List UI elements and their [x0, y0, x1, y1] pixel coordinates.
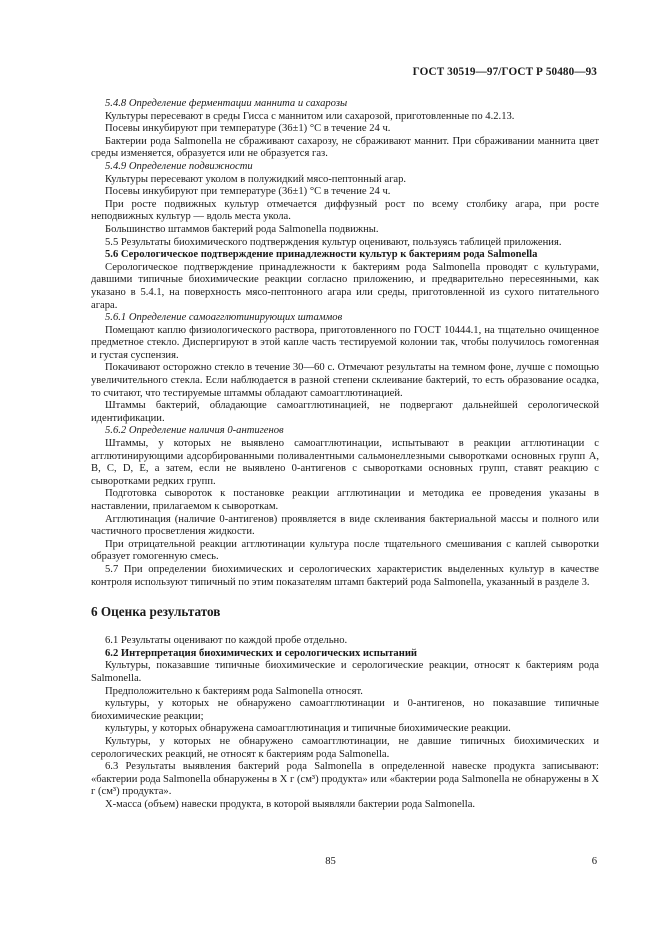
subsection-heading-6-2: 6.2 Интерпретация биохимических и серологических испытаний: [105, 647, 418, 659]
paragraph: 6.3 Результаты выявления бактерий рода Salmonella в определенной навеске продукта записывают: «бактерии рода Salmonella обнаружены в X г (см³) продукта» или «бактерии рода Salmonella не обнаружены в X г (см³) продукта».: [91, 761, 599, 798]
paragraph: культуры, у которых не обнаружено самоагглютинации и 0-антигенов, но показавшие типичные биохимические реакции;: [91, 698, 599, 722]
paragraph: Культуры пересевают уколом в полужидкий мясо-пептонный агар.: [105, 173, 407, 185]
paragraph: Штаммы бактерий, обладающие самоагглютинацией, не подвергают дальнейшей серологической идентификации.: [91, 400, 599, 424]
paragraph: Бактерии рода Salmonella не сбраживают сахарозу, не сбраживают маннит. При сбраживании маннита цвет среды изменяется, образуется или не образуется газ.: [91, 135, 599, 160]
paragraph: Культуры пересевают в среды Гисса с маннитом или сахарозой, приготовленные по 4.2.13.: [105, 110, 515, 122]
page-number: 85: [325, 856, 336, 867]
paragraph: Культуры, у которых не обнаружено самоагглютинации, не давшие типичных биохимических и серологических реакций, не относят к бактериям рода Salmonella.: [91, 735, 599, 760]
subsection-heading-5-6-2: 5.6.2 Определение наличия 0-антигенов: [105, 425, 284, 437]
paragraph: При отрицательной реакции агглютинации культура после тщательного смешивания с каплей сыворотки образует гомогенную смесь.: [91, 538, 599, 563]
subsection-heading-5-4-8: 5.4.8 Определение ферментации маннита и сахарозы: [105, 98, 348, 109]
paragraph: 6.1 Результаты оценивают по каждой пробе отдельно.: [105, 635, 348, 647]
paragraph: Штаммы, у которых не выявлено самоагглютинации, испытывают в реакции агглютинации с агглютинирующими адсорбированными поливалентными сальмонеллезными сыворотками основных групп A, B, C, D, E, а затем, если не выявлено 0-антигенов с сыворотками основных групп, ставят реакцию с сыворотками редких групп.: [91, 438, 599, 487]
paragraph: Помещают каплю физиологического раствора, приготовленного по ГОСТ 10444.1, на тщательно очищенное предметное стекло. Диспергируют в этой капле часть тестируемой колонии так, чтобы получилось гомогенная и густая суспензия.: [91, 324, 599, 361]
paragraph: Большинство штаммов бактерий рода Salmonella подвижны.: [105, 223, 379, 235]
subsection-heading-5-4-9: 5.4.9 Определение подвижности: [105, 160, 253, 172]
paragraph: 5.7 При определении биохимических и серологических характеристик выделенных культур в качестве контроля используют типичный по этим показателям штамп бактерий рода Salmonella, указанный в разделе 3.: [91, 563, 599, 588]
section-heading-6: 6 Оценка результатов: [91, 604, 221, 620]
paragraph: культуры, у которых обнаружена самоагглютинация и типичные биохимические реакции.: [105, 723, 511, 735]
paragraph: Агглютинация (наличие 0-антигенов) проявляется в виде склеивания бактериальной массы и полного или частичного просветления жидкости.: [91, 513, 599, 538]
subsection-heading-5-6: 5.6 Серологическое подтверждение принадлежности культур к бактериям рода Salmonella: [105, 249, 538, 261]
paragraph: X-масса (объем) навески продукта, в которой выявляли бактерии рода Salmonella.: [105, 798, 476, 810]
paragraph: Покачивают осторожно стекло в течение 30—60 с. Отмечают результаты на темном фоне, лучше с помощью увеличительного стекла. Если наблюдается в разной степени склеивание бактерий, то есть образование осадка, то считают, что тестируемые штаммы обладают самоагглютинацией.: [91, 362, 599, 399]
document-body: [91, 98, 599, 811]
paragraph: 5.5 Результаты биохимического подтверждения культур оценивают, пользуясь таблицей приложения.: [105, 236, 562, 248]
paragraph: Культуры, показавшие типичные биохимические и серологические реакции, относят к бактериям рода Salmonella.: [91, 660, 599, 684]
subsection-heading-5-6-1: 5.6.1 Определение самоагглютинирующих штаммов: [105, 312, 343, 324]
paragraph: Подготовка сывороток к постановке реакции агглютинации и методика ее проведения указаны в наставлении, прилагаемом к сывороткам.: [91, 488, 599, 512]
paragraph: Предположительно к бактериям рода Salmonella относят.: [105, 685, 363, 697]
paragraph: Посевы инкубируют при температуре (36±1) °С в течение 24 ч.: [105, 186, 391, 198]
sheet-number: 6: [591, 856, 597, 867]
paragraph: Серологическое подтверждение принадлежности к бактериям рода Salmonella проводят с культурами, давшими типичные биохимические реакции согласно приложению, и предварительно пересеянными, как указано в 5.4.1, на поверхность мясо-пептонного агара или среды, приготовленной из сухого питательного агара.: [91, 261, 599, 311]
paragraph: Посевы инкубируют при температуре (36±1) °С в течение 24 ч.: [105, 123, 391, 135]
paragraph: При росте подвижных культур отмечается диффузный рост по всему столбику агара, при росте неподвижных культур — вдоль места укола.: [91, 198, 599, 223]
document-header: ГОСТ 30519—97/ГОСТ Р 50480—93: [412, 66, 597, 78]
